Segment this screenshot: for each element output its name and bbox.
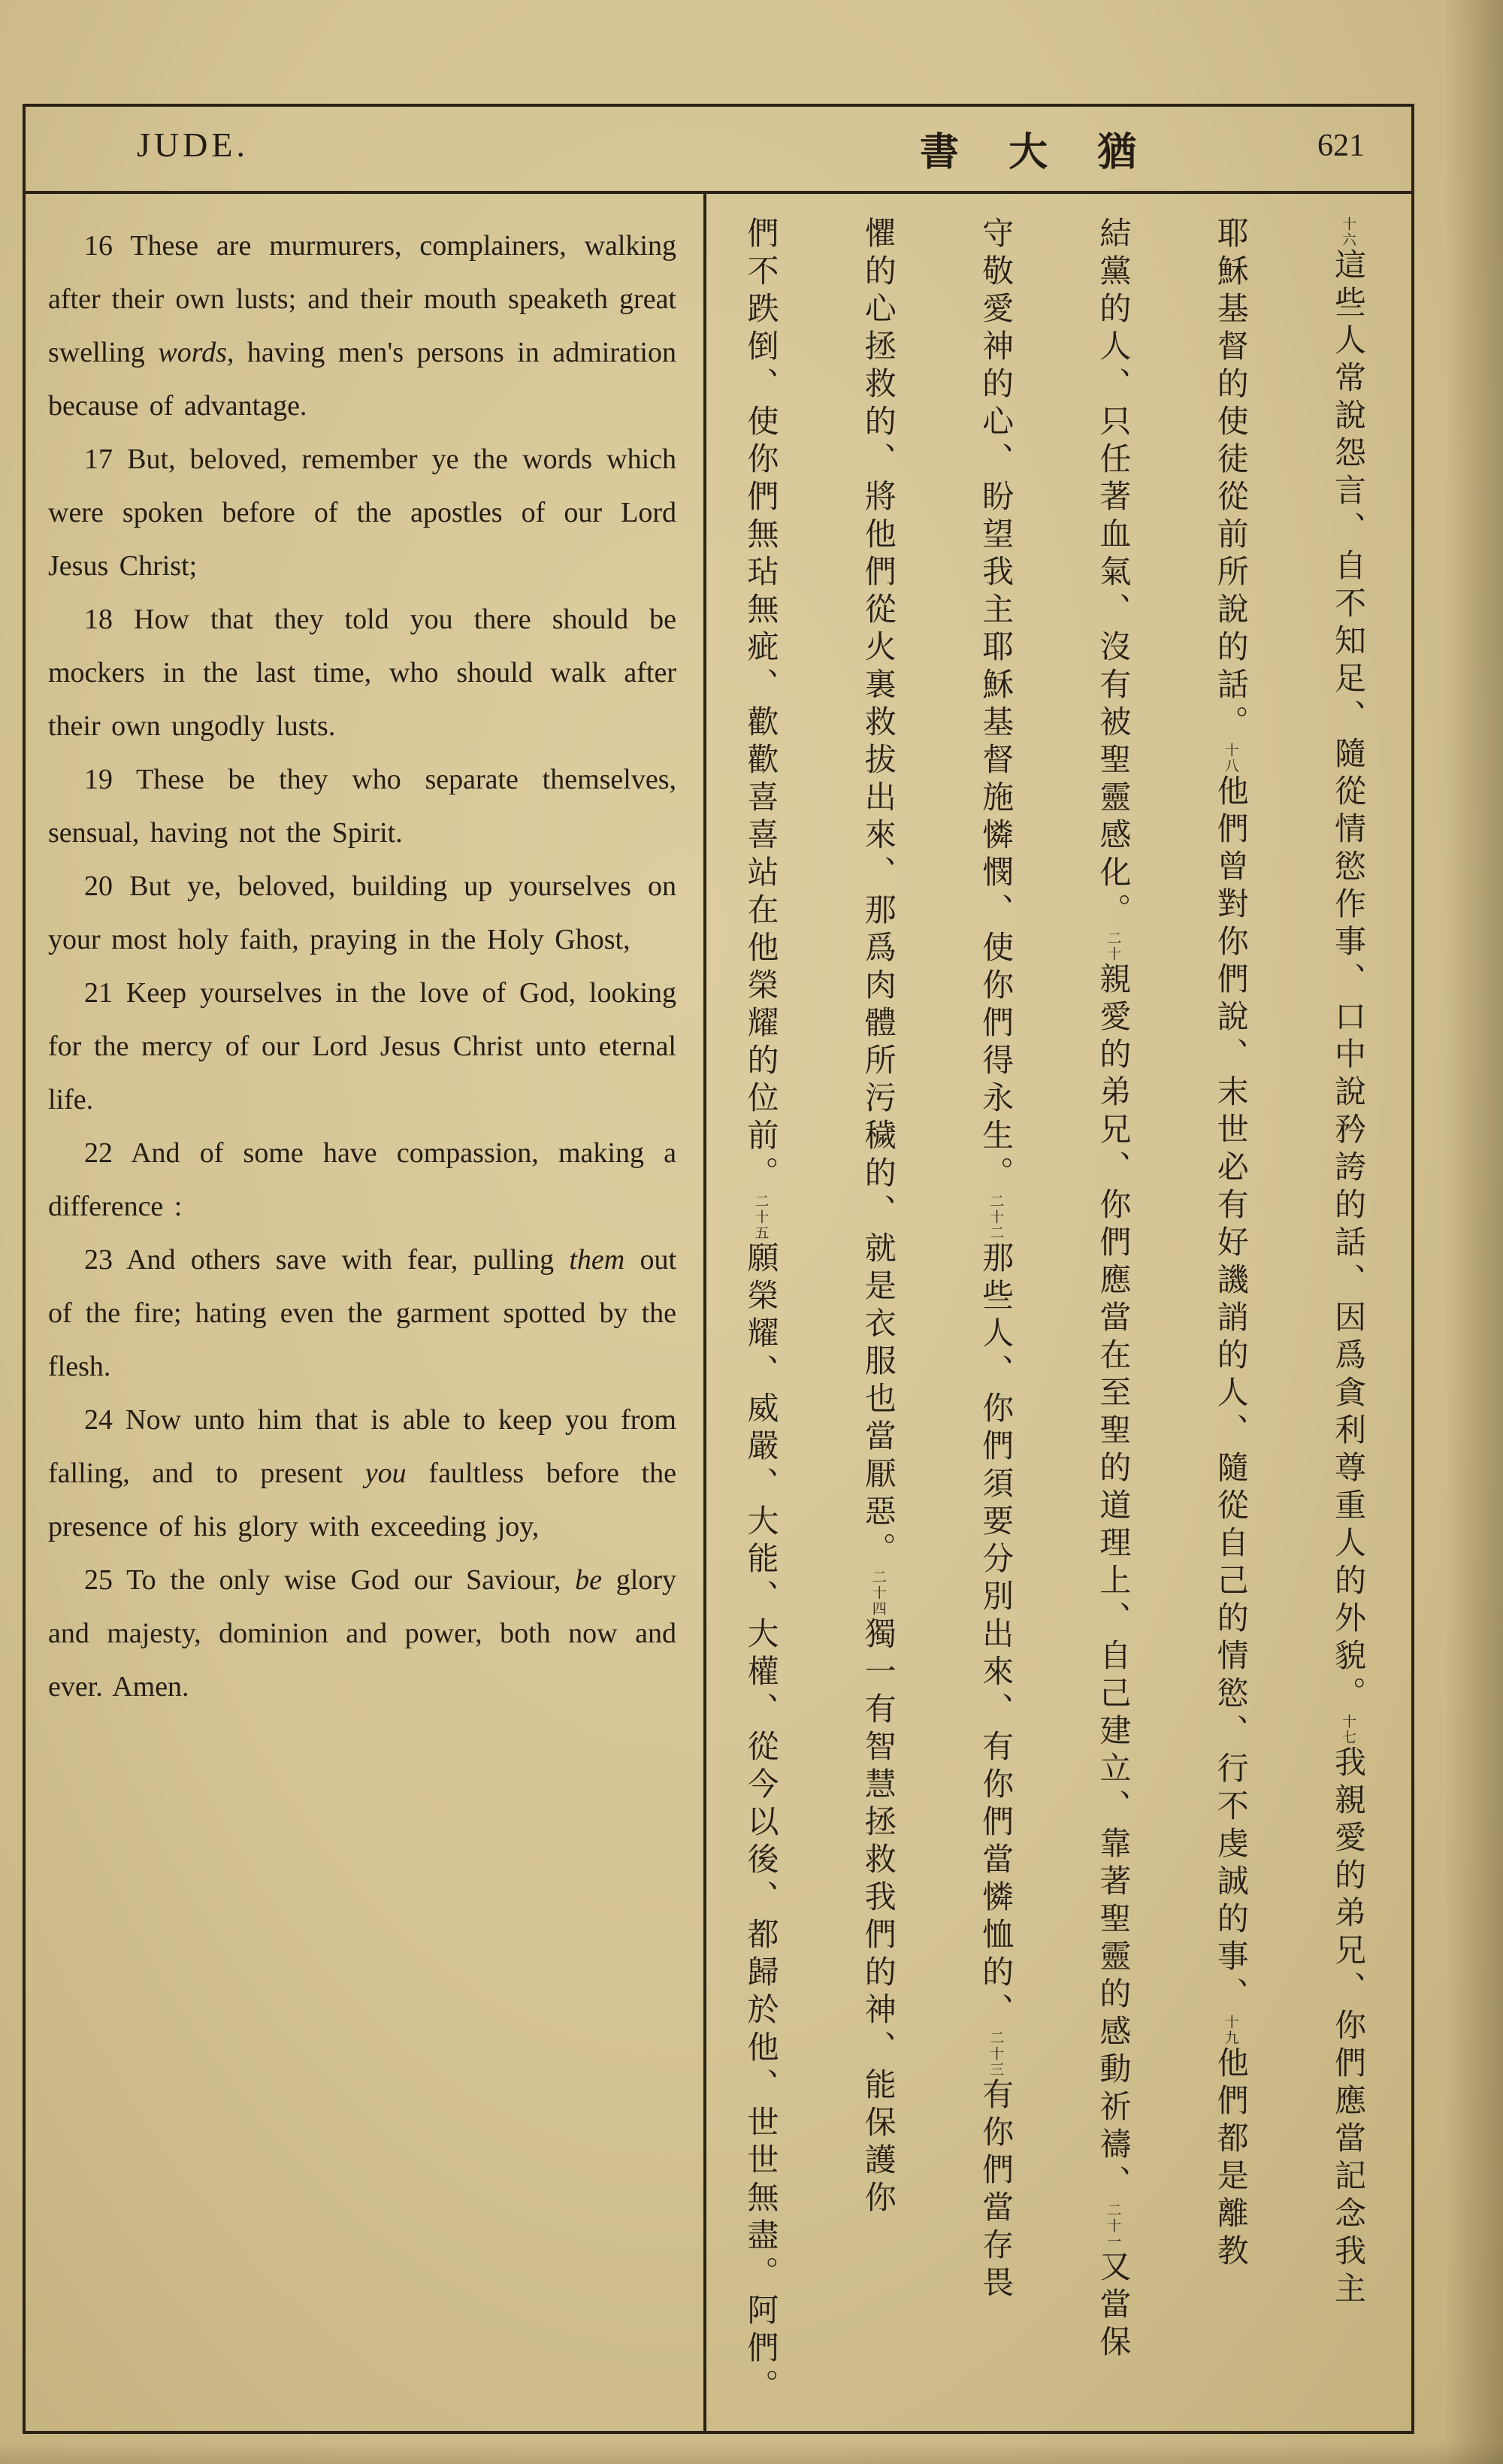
chinese-column <box>1211 216 1250 2411</box>
verse-text: having men's persons in admiration because of advantage. <box>48 337 676 422</box>
book-title-english: JUDE. <box>137 126 249 164</box>
verse-text: 20 But ye, beloved, building up yourselves on your most holy faith, praying in the Holy Ghost, <box>48 870 676 955</box>
chinese-text: 結黨的人、只任著血氣、沒有被聖靈感化。 <box>1095 216 1133 931</box>
page-frame <box>23 104 1414 2434</box>
verse-paragraph <box>48 219 676 433</box>
verse-italic-word: be <box>575 1564 602 1596</box>
chinese-column <box>976 216 1016 2411</box>
verse-text: 21 Keep yourselves in the love of God, looking for the mercy of our Lord Jesus Christ unto eternal life. <box>48 977 676 1115</box>
page-edge-shadow <box>1444 0 1503 2464</box>
chinese-text: 守敬愛神的心、盼望我主耶穌基督施憐憫、使你們得永生。 <box>978 216 1015 1194</box>
page-header <box>26 107 1411 194</box>
verse-text: out of the fire; hating even the garment spotted by the flesh. <box>48 1244 677 1382</box>
chinese-column <box>1328 216 1368 2411</box>
verse-paragraph <box>48 593 676 753</box>
chinese-text-area <box>706 194 1411 2431</box>
verse-italic-word: them <box>569 1244 625 1276</box>
verse-text: 22 And of some have compassion, making a difference : <box>48 1137 676 1222</box>
verse-number-marker: 二十五 <box>752 1194 770 1241</box>
verse-text: 24 Now unto him that is able to keep you from falling, and to present <box>48 1404 676 1489</box>
chinese-column <box>858 216 898 2411</box>
page-body <box>26 194 1411 2431</box>
chinese-text: 親愛的弟兄、你們應當在至聖的道理上、自己建立、靠著聖靈的感動祈禱、 <box>1095 962 1133 2202</box>
chinese-text: 他們曾對你們說、末世必有好譏誚的人、隨從自己的情慾、行不虔誠的事、 <box>1212 774 1250 2014</box>
chinese-text: 有你們當存畏 <box>978 2078 1015 2303</box>
chinese-text: 又當保 <box>1095 2250 1133 2363</box>
verse-text: glory and majesty, dominion and power, both now and ever. Amen. <box>48 1564 677 1703</box>
verse-italic-word: words, <box>158 337 234 368</box>
chinese-text: 耶穌基督的使徒從前所說的話。 <box>1212 216 1250 743</box>
verse-number-marker: 二十三 <box>987 2030 1005 2078</box>
verse-text: faultless before the presence of his glory with exceeding joy, <box>48 1458 676 1542</box>
verse-number-marker: 十八 <box>1222 743 1239 774</box>
verse-text: 23 And others save with fear, pulling <box>84 1244 570 1276</box>
verse-number-marker: 十七 <box>1339 1714 1356 1745</box>
chinese-text: 懼的心拯救的、將他們從火裏救拔出來、那爲肉體所污穢的、就是衣服也當厭惡。 <box>860 216 897 1570</box>
page-bottom-shadow <box>0 2441 1503 2464</box>
verse-text: 17 But, beloved, remember ye the words which were spoken before of the apostles of our Lord Jesus Christ; <box>48 443 676 582</box>
verse-paragraph <box>48 1554 676 1714</box>
chinese-text: 這些人常說怨言、自不知足、隨從情慾作事、口中說矜誇的話、因爲貪利尊重人的外貌。 <box>1329 248 1367 1714</box>
book-title-chinese: 書 大 猶 <box>920 130 1155 175</box>
verse-number-marker: 二十四 <box>869 1570 887 1617</box>
verse-number-marker: 二十二 <box>987 1194 1005 1241</box>
verse-paragraph <box>48 753 676 860</box>
chinese-text: 獨一有智慧拯救我們的神、能保護你 <box>860 1617 897 2218</box>
verse-text: 16 These are murmurers, complainers, walking after their own lusts; and their mouth speaketh great swelling <box>48 230 676 368</box>
english-text-column <box>26 194 706 2431</box>
chinese-column <box>741 216 781 2411</box>
verse-paragraph <box>48 1127 676 1234</box>
page-number: 621 <box>1317 129 1365 163</box>
verse-paragraph <box>48 860 676 967</box>
verse-number-marker: 十九 <box>1222 2014 1239 2046</box>
verse-paragraph <box>48 1234 676 1394</box>
verse-text: 19 These be they who separate themselves, sensual, having not the Spirit. <box>48 764 676 849</box>
verse-number-marker: 二十一 <box>1105 2202 1122 2250</box>
verse-number-marker: 十六 <box>1339 216 1356 248</box>
chinese-text: 那些人、你們須要分別出來、有你們當憐恤的、 <box>978 1241 1015 2030</box>
chinese-columns <box>741 216 1368 2411</box>
chinese-text: 他們都是離教 <box>1212 2046 1250 2272</box>
chinese-text: 我親愛的弟兄、你們應當記念我主 <box>1329 1745 1367 2309</box>
verse-paragraph <box>48 967 676 1127</box>
english-verses <box>48 219 676 1714</box>
verse-text: 18 How that they told you there should be mockers in the last time, who should walk after their own ungodly lusts. <box>48 604 676 742</box>
verse-text: 25 To the only wise God our Saviour, <box>84 1564 576 1596</box>
verse-paragraph <box>48 433 676 593</box>
verse-paragraph <box>48 1394 676 1554</box>
verse-italic-word: you <box>364 1458 407 1489</box>
chinese-column <box>1093 216 1133 2411</box>
chinese-text: 願榮耀、威嚴、大能、大權、從今以後、都歸於他、世世無盡。阿們。 <box>742 1241 780 2406</box>
chinese-text: 們不跌倒、使你們無玷無疵、歡歡喜喜站在他榮耀的位前。 <box>742 216 780 1194</box>
verse-number-marker: 二十 <box>1105 931 1122 962</box>
